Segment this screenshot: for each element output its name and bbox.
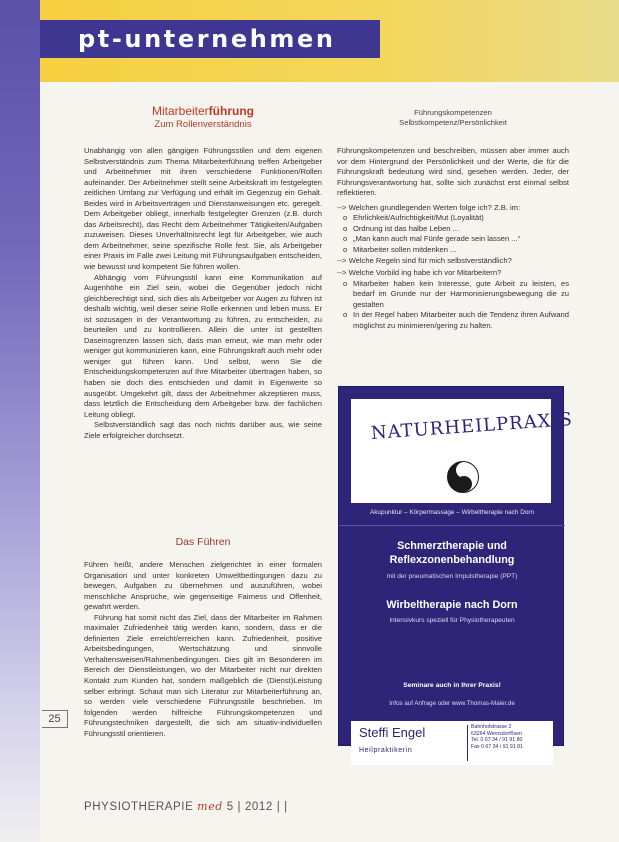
ad-heading: Wirbeltherapie nach Dorn (386, 599, 518, 611)
article-heading (84, 104, 322, 130)
reflection-list (337, 203, 569, 332)
left-column-section2 (84, 560, 322, 739)
paragraph: Führungskompetenzen und beschreiben, müssen aber immer auch vor dem Hintergrund der Persönlichkeit und der Werte, die für die Führungskraft bedeutung wird sind, gesehen werden. Jeder, der Führungsverantwortung hat, sollte sich zunächst erst einmal selbst reflektieren. (337, 146, 569, 198)
list-item: o Mitarbeiter haben kein Interesse, gute Arbeit zu leisten, es bedarf im Grunde nur der Harmonisierungsbewegung die zu gestalten (337, 279, 569, 311)
side-strip (0, 0, 40, 842)
business-card (351, 721, 553, 765)
magazine-med: med (197, 800, 223, 813)
list-item: o Ehrlichkeit/Aufrichtigkeit/Mut (Loyalität) (337, 213, 569, 224)
list-item: --> Welche Vorbild ing habe ich vor Mitarbeitern? (337, 268, 502, 278)
ad-seminar-note: Seminare auch in Ihrer Praxis! (403, 682, 501, 689)
card-name: Steffi Engel (359, 725, 426, 740)
ad-heading: Schmerztherapie und Reflexzonenbehandlung (389, 540, 515, 566)
divider (467, 725, 468, 761)
article-title (84, 104, 322, 118)
title-light: Mitarbeiter (151, 104, 209, 118)
divider (339, 525, 565, 526)
address-line: Bahnhofstrasse 2 (471, 724, 512, 730)
advertisement (338, 386, 574, 754)
list-item: o „Man kann auch mal Fünfe gerade sein lassen ...“ (337, 234, 569, 245)
card-address (471, 724, 551, 750)
ad-subheading: mit der pneumatischen Impulstherapie (PPT) (386, 573, 518, 580)
section-title-banner: pt-unternehmen (40, 20, 380, 58)
page-number: 25 (42, 710, 68, 728)
article-subtitle: Zum Rollenverständnis (154, 119, 252, 130)
list-item: o Ordnung ist das halbe Leben ... (337, 224, 569, 235)
right-title-line1: Führungskompetenzen (414, 108, 492, 117)
ad-website-link[interactable]: Infos auf Anfrage oder www.Thomas-Maier.de (389, 700, 515, 707)
list-item: o Mitarbeiter sollen mitdenken ... (337, 245, 569, 256)
paragraph: Unabhängig von allen gängigen Führungsstilen und dem eigenen Selbstverständnis zum Thema Mitarbeiterführung treffen Arbeitgeber und Arbeitnehmer mit ihren verschiedene Funktionen/Rollen aufeinander. Der Arbeitnehmer stellt seine Arbeitskraft im festgelegten zeitlichen Umfang zur Verfügung und erhält im Gegenzug ein Gehalt. Beides wird in Arbeitsverträgen und Dienstanweisungen etc. geregelt. Dem Arbeitgeber obliegt, innerhalb festgelegter Grenzen (z.B. durch das Arbeitsrecht), das Recht dem Arbeitnehmer Tätigkeiten/Aufgaben zuzuweisen. Dieses Unverhältnisrecht legt für Arbeitgeber, wie auch dem Arbeitnehmer, seine spezifische Rolle fest. Sie, als Arbeitgeber einer Praxis im Falle zwei Leitung mit Führungsaufgaben entscheiden, wie bewusst und kompetent Sie führen wollen. (84, 146, 322, 272)
paragraph: Selbstverständlich sagt das noch nichts darüber aus, wie seine Ziele erfolgreicher durchsetzt. (84, 420, 322, 440)
magazine-name: PHYSIOTHERAPIE (84, 801, 194, 813)
issue-number: 5 | 2012 | | (226, 801, 288, 813)
left-column (84, 146, 322, 441)
list-item: o In der Regel haben Mitarbeiter auch die Tendenz ihren Aufwand möglichst zu minimieren/gering zu halten. (337, 310, 569, 331)
paragraph: Führung hat somit nicht das Ziel, dass der Mitarbeiter im Rahmen maximaler Zufriedenheit tätig werden kann, sondern, dass er die definierten Ziele erreicht/erreichen kann. Zufriedenheit, positive Arbeitsbedingungen, Wertschätzung und sinnvolle Verhaltensweisen/Rahmenbedingungen. Dies gilt im Besonderen im Bereich der Dienstleistungen, wo der Mitarbeiter nicht nur direkten Kontakt zum Kunden hat, sondern maßgeblich die (Dienst)Leistung selber erbringt. Schaut man sich Literatur zur Mitarbeiterführung an, so werden viele verschiedene Führungsstile beschrieben. Im folgenden werden hilfreiche Führungskompetenzen und Führungstechniken dargestellt, die sich am situativ-individuellen Führungsstil orientieren. (84, 612, 322, 738)
title-bold: führung (208, 104, 254, 118)
ad-subheading: Intensivkurs speziell für Physiotherapeuten (389, 617, 515, 624)
paragraph: Führen heißt, andere Menschen zielgerichtet in einer formalen Organisation und unter konkreten Umweltbedingungen dazu zu bewegen, Aufgaben zu übernehmen und auszuführen, wobei menschliche Ansprüche, wie gegenseitige Fairness und Offenheit, gewahrt werden. (84, 560, 322, 612)
logo-text: NATURHEILPRAXIS (370, 408, 574, 444)
ad-tagline: Akupunktur – Körpermassage – Wirbeltherapie nach Dorn (369, 509, 535, 516)
section-heading: Das Führen (175, 536, 231, 548)
list-item: --> Welchen grundlegenden Werten folge ich? Z.B. im: (337, 202, 521, 212)
footer (84, 800, 288, 813)
address-line: 63264 Wernsdorf/Isen (471, 730, 522, 737)
right-column (337, 146, 569, 331)
right-heading (337, 108, 569, 128)
right-title-line2: Selbstkompetenz/Persönlichkeit (399, 118, 507, 127)
card-role: Heilpraktikerin (359, 747, 413, 754)
list-item: --> Welche Regeln sind für mich selbstverständlich? (337, 256, 512, 266)
address-line: Tel. 0 67 34 / 91 91 80 (471, 737, 523, 744)
address-line: Fax 0 67 34 / 91 91 81 (471, 743, 523, 750)
ad-logo (351, 399, 574, 503)
yin-yang-icon (447, 461, 479, 493)
paragraph: Abhängig vom Führungsstil kann eine Kommunikation auf Augenhöhe ein Ziel sein, wobei die Gegenüber jedoch nicht gleichberechtigt sind, sich dies als Arbeitgeber vor Augen zu führen ist deshalb wichtig, weil dieser seine Rolle erkennen und leben muss. Er ist sozusagen in der Verantwortung zu führen, zu entscheiden, zu beurteilen und zu kontrollieren. Allein die unter ist gestellten Daseinsgrenzen lassen sich, dass man erneut, wie man mehr oder weniger gut kommunizieren kann, eine Führungskraft auch mehr oder weniger gut führen kann. Und selbst, wenn Sie die Entscheidungskompetenzen auf Ihre Mitarbeiter übertragen haben, so haben sie doch dies entschieden und damit in Eigenwerte so ausgeübt. Umgekehrt gilt, dass der Arbeitnehmer akzeptieren muss, dass letztlich die Entscheidung dem Arbeitgeber bzw. der fachlichen Leitung obliegt. (84, 272, 322, 419)
